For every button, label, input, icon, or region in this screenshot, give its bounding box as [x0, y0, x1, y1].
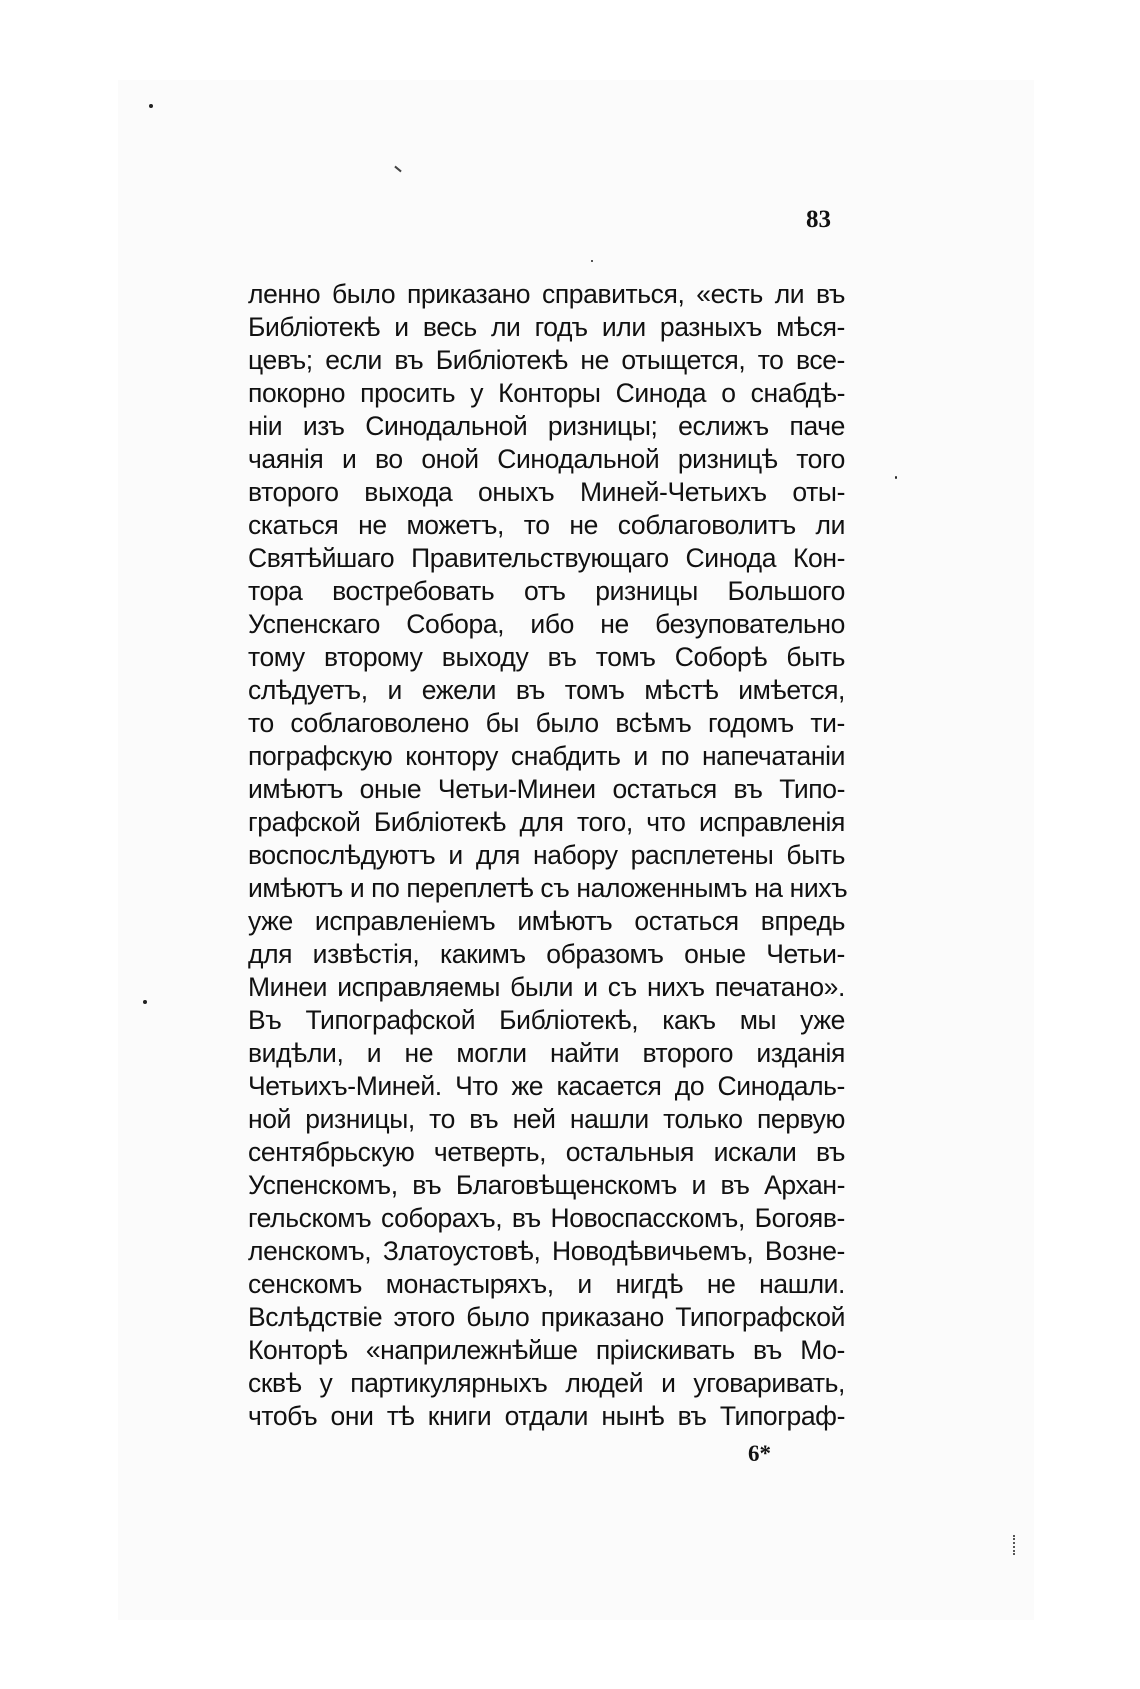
text-block: [248, 278, 848, 1433]
text-line: ной ризницы, то въ ней нашли только первую: [248, 1104, 845, 1134]
text-line: Успенскаго Собора, ибо не безуповательно: [248, 609, 845, 639]
scan-speck: [895, 476, 897, 479]
text-line: графской Библіотекѣ для того, что исправленія: [248, 807, 845, 837]
signature-mark: 6*: [748, 1441, 771, 1466]
text-line: Святѣйшаго Правительствующаго Синода Кон-: [248, 543, 845, 573]
text-line: видѣли, и не могли найти второго изданія: [248, 1038, 845, 1068]
text-line: Конторѣ «наприлежнѣйше пріискивать въ Мо-: [248, 1335, 845, 1365]
text-line: тому второму выходу въ томъ Соборѣ быть: [248, 642, 845, 672]
scan-speck: [591, 260, 593, 262]
text-line: Библіотекѣ и весь ли годъ или разныхъ мѣся-: [248, 312, 845, 342]
text-line: для извѣстія, какимъ образомъ оные Четьи-: [248, 939, 845, 969]
text-line: ленскомъ, Златоустовѣ, Новодѣвичьемъ, Возне-: [248, 1236, 845, 1266]
text-line: пографскую контору снабдить и по напечатаніи: [248, 741, 845, 771]
page-number: 83: [806, 206, 831, 233]
text-line: второго выхода оныхъ Миней-Четьихъ оты-: [248, 477, 845, 507]
margin-mark: [1013, 1535, 1018, 1555]
text-line: скаться не можетъ, то не соблаговолитъ ли: [248, 510, 845, 540]
text-line: ленно было приказано справиться, «есть ли въ: [248, 279, 845, 309]
text-line: воспослѣдуютъ и для набору расплетены быть: [248, 840, 845, 870]
text-line: цевъ; если въ Библіотекѣ не отыщется, то все-: [248, 345, 845, 375]
text-line: то соблаговолено бы было всѣмъ годомъ ти-: [248, 708, 845, 738]
text-line: чаянія и во оной Синодальной ризницѣ того: [248, 444, 845, 474]
text-line: сенскомъ монастыряхъ, и нигдѣ не нашли.: [248, 1269, 845, 1299]
text-line: ніи изъ Синодальной ризницы; еслижъ паче: [248, 411, 845, 441]
text-line: Въ Типографской Библіотекѣ, какъ мы уже: [248, 1005, 845, 1035]
text-line: уже исправленіемъ имѣютъ остаться впредь: [248, 906, 845, 936]
text-line: покорно просить у Конторы Синода о снабдѣ-: [248, 378, 845, 408]
text-line: Успенскомъ, въ Благовѣщенскомъ и въ Архан-: [248, 1170, 845, 1200]
text-line: сентябрьскую четверть, остальныя искали въ: [248, 1137, 845, 1167]
text-line: сквѣ у партикулярныхъ людей и уговаривать,: [248, 1368, 845, 1398]
scan-speck: [149, 104, 153, 108]
text-line: гельскомъ соборахъ, въ Новоспасскомъ, Богояв-: [248, 1203, 845, 1233]
text-line: чтобъ они тѣ книги отдали нынѣ въ Типограф-: [248, 1401, 845, 1431]
text-line: тора востребовать отъ ризницы Большого: [248, 576, 845, 606]
text-line: Минеи исправляемы были и съ нихъ печатано».: [248, 972, 845, 1002]
scan-speck: [143, 1000, 147, 1004]
text-line: имѣютъ оные Четьи-Минеи остаться въ Типо-: [248, 774, 845, 804]
text-line: Вслѣдствіе этого было приказано Типографской: [248, 1302, 845, 1332]
text-line: слѣдуетъ, и ежели въ томъ мѣстѣ имѣется,: [248, 675, 845, 705]
text-line: имѣютъ и по переплетѣ съ наложеннымъ на нихъ: [248, 873, 848, 903]
text-line: Четьихъ-Миней. Что же касается до Синодаль-: [248, 1071, 845, 1101]
